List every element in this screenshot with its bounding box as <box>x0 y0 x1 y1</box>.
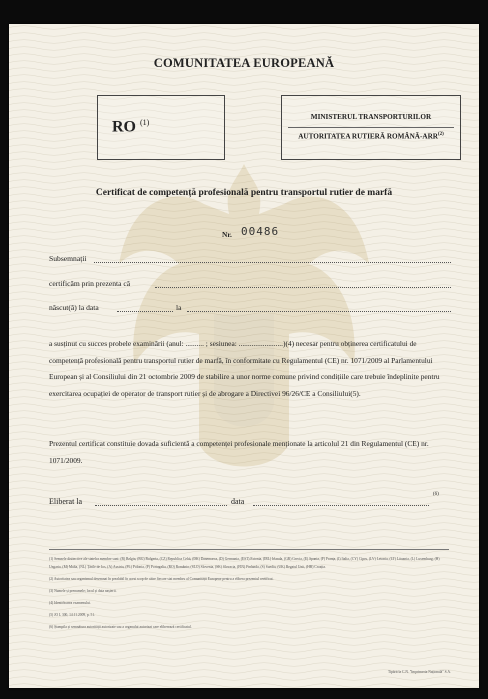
footnote-5: (5) JO L 300, 14.11.2009, p. 51. <box>49 613 96 617</box>
ministry-box <box>281 95 461 160</box>
authority-name-text: AUTORITATEA RUTIERĂ ROMÂNĂ-ARR <box>298 132 438 141</box>
authority-note: (2) <box>437 132 444 137</box>
body-paragraph-2: Prezentul certificat constituie dovada suficientă a competenței profesionale menționate la articolul 21 din Regulamentul (CE) nr. 1071/2009. <box>49 439 429 465</box>
issue-note: (6) <box>433 492 439 497</box>
number-label: Nr. <box>222 230 232 239</box>
nascut-date-line <box>117 311 173 312</box>
certificate-title: Certificat de competență profesională pentru transportul rutier de marfă <box>95 188 393 198</box>
country-code-note: (1) <box>140 118 150 127</box>
certificate-number: 00486 <box>241 225 280 238</box>
eliberat-line <box>95 505 227 506</box>
nascut-place-label: la <box>176 303 182 312</box>
country-code-text: RO <box>112 118 136 136</box>
authority-name <box>282 132 460 140</box>
nascut-label: născut(ă) la data <box>49 303 99 312</box>
body-paragraph-1: a susținut cu succes probele examinării (anul: .......... ; sesiunea: ........................)(4) necesar pentru obținerea certificatului de competență profesională pentru transportul rutier de marfă, în conformitate cu Regulamentul (CE) nr. 1071/2009 al Parlamentului European și al Consiliului din 21 octombrie 2009 de stabilire a unor norme comune privind condițiile care trebuie îndeplinite pentru exercitarea ocupației de operator de transport rutier și de abrogare a Directivei 96/26/CE a Consiliului(5). <box>49 339 440 398</box>
subsemnatii-label: Subsemnații <box>49 254 87 263</box>
data-label: data <box>231 497 245 506</box>
certificam-line <box>155 287 451 288</box>
eliberat-label: Eliberat la <box>49 497 83 506</box>
printer-note: Tipărit la C.N. "Imprimeria Națională" S.A. <box>388 670 451 674</box>
footnote-6: (6) Ștampila și semnătura autorității autorizate sau a organului autorizat care eliberează certificatul. <box>49 625 192 629</box>
ministry-separator <box>288 127 454 128</box>
footnote-rule <box>49 549 449 550</box>
footnotes <box>49 555 449 631</box>
subsemnatii-line <box>94 262 451 263</box>
certificam-label: certificăm prin prezenta că <box>49 279 131 288</box>
country-code-box <box>97 95 225 160</box>
footnote-3: (3) Numele și prenumele; locul și data nașterii. <box>49 589 117 593</box>
header-title: COMUNITATEA EUROPEANĂ <box>153 56 335 70</box>
footnote-1: (1) Semnele distinctive ale statelor membre sunt: (B) Belgia, (BG) Bulgaria, (CZ) Republica Cehă, (DK) Danemarca, (D) Germania, (EST) Estonia, (IRL) Irlanda, (GR) Grecia, (E) Spania, (F) Franța, (I) Italia, (CY) Cipru, (LV) Letonia, (LT) Lituania, (L) Luxemburg, (H) Ungaria, (M) Malta, (NL) Țările de Jos, (A) Austria, (PL) Polonia, (P) Portugalia, (RO) România, (SLO) Slovenia, (SK) Slovacia, (FIN) Finlanda, (S) Suedia, (UK) Regatul Unit, (HR) Croația. <box>49 557 440 569</box>
certificate-sheet <box>9 24 479 688</box>
ministry-name: MINISTERUL TRANSPORTURILOR <box>310 113 432 121</box>
nascut-place-line <box>187 311 451 312</box>
footnote-2: (2) Autoritatea sau organismul desemnat în prealabil în acest scop de către fiecare stat membru al Comunității Europene pentru a elibera prezentul certificat. <box>49 577 274 581</box>
country-code <box>112 118 149 136</box>
footnote-4: (4) Identificarea examenului. <box>49 601 91 605</box>
data-line <box>253 505 429 506</box>
